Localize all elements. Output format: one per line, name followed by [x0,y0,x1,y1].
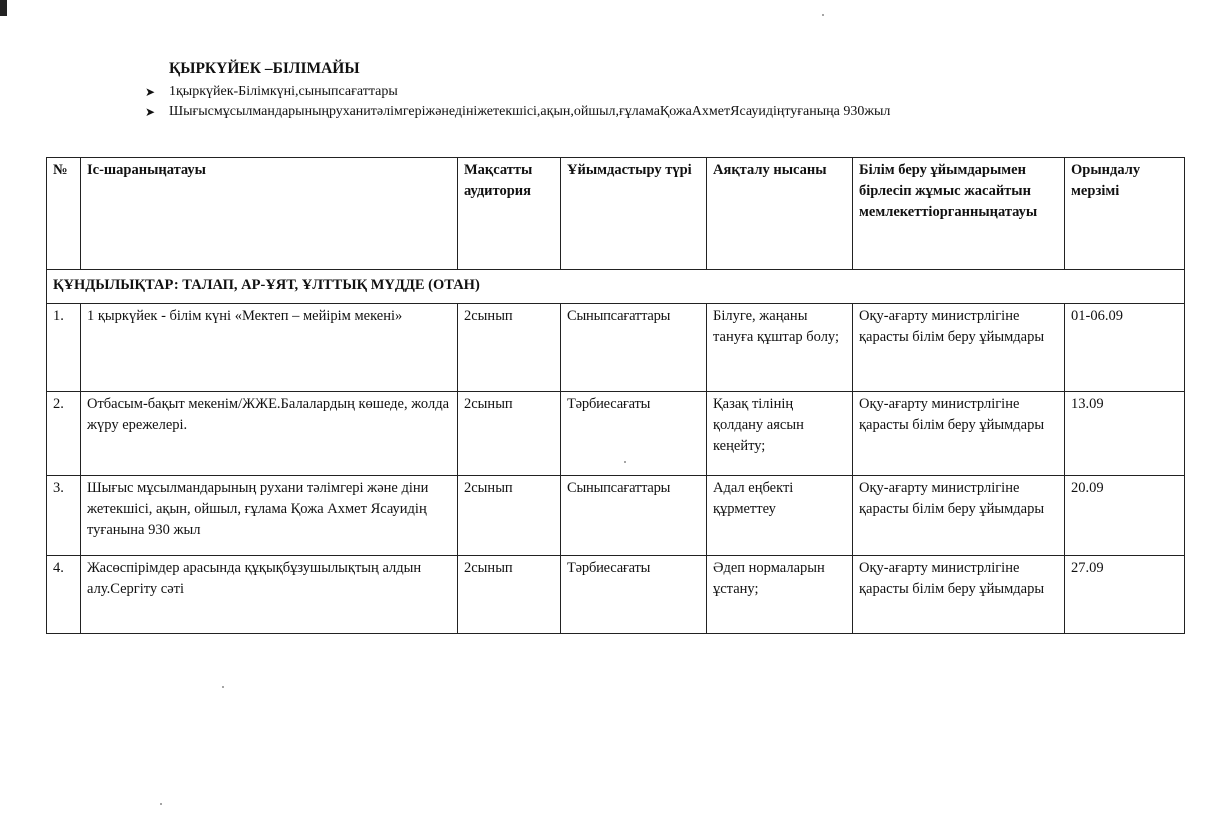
document-header [145,60,1045,123]
cell-number: 4. [47,556,81,634]
cell-audience: 2сынып [458,556,561,634]
cell-deadline: 20.09 [1065,476,1185,556]
section-title: ҚҰНДЫЛЫҚТАР: ТАЛАП, АР-ҰЯТ, ҰЛТТЫҚ МҮДДЕ (ОТАН) [47,270,1185,304]
cell-completion: Әдеп нормаларын ұстану; [707,556,853,634]
cell-deadline: 01-06.09 [1065,304,1185,392]
cell-audience: 2сынып [458,476,561,556]
header-completion-form: Аяқталу нысаны [707,158,853,270]
cell-completion: Қазақ тілінің қолдану аясын кеңейту; [707,392,853,476]
header-deadline: Орындалу мерзімі [1065,158,1185,270]
cell-form: Сыныпсағаттары [561,476,707,556]
section-row [47,270,1185,304]
cell-audience: 2сынып [458,392,561,476]
arrow-bullet-icon: ➤ [145,85,156,99]
bullet-item [145,83,1045,101]
scan-speck [822,14,824,16]
cell-number: 2. [47,392,81,476]
table-row [47,304,1185,392]
cell-number: 1. [47,304,81,392]
cell-event-name: 1 қыркүйек - білім күні «Мектеп – мейірім мекені» [81,304,458,392]
bullet-text: 1қыркүйек-Білімкүні,сыныпсағаттары [169,84,398,99]
cell-form: Тәрбиесағаты [561,392,707,476]
cell-agency: Оқу-ағарту министрлігіне қарасты білім беру ұйымдары [853,476,1065,556]
table-header-row [47,158,1185,270]
cell-agency: Оқу-ағарту министрлігіне қарасты білім беру ұйымдары [853,304,1065,392]
cell-completion: Білуге, жаңаны тануға құштар болу; [707,304,853,392]
arrow-bullet-icon: ➤ [145,105,156,119]
table-row [47,476,1185,556]
cell-event-name: Жасөспірімдер арасында құқықбұзушылықтың алдын алу.Сергіту сәті [81,556,458,634]
cell-form: Тәрбиесағаты [561,556,707,634]
cell-audience: 2сынып [458,304,561,392]
document-title: ҚЫРКҮЙЕК –БІЛІМАЙЫ [169,60,360,77]
cell-deadline: 27.09 [1065,556,1185,634]
header-target-audience: Мақсатты аудитория [458,158,561,270]
scan-speck [160,803,162,805]
cell-form: Сыныпсағаттары [561,304,707,392]
table-row [47,556,1185,634]
header-number: № [47,158,81,270]
scan-corner-mark [0,0,7,16]
cell-deadline: 13.09 [1065,392,1185,476]
header-partner-agency: Білім беру ұйымдарымен бірлесіп жұмыс жасайтын мемлекеттіорганныңатауы [853,158,1065,270]
cell-agency: Оқу-ағарту министрлігіне қарасты білім беру ұйымдары [853,556,1065,634]
bullet-item [145,103,1045,121]
cell-event-name: Шығыс мұсылмандарының рухани тәлімгері және діни жетекшісі, ақын, ойшыл, ғұлама Қожа Ахмет Ясауидің туғанына 930 жыл [81,476,458,556]
scan-speck [222,686,224,688]
bullet-text: Шығысмұсылмандарыныңруханитәлімгеріжәнедініжетекшісі,ақын,ойшыл,ғұламаҚожаАхметЯсауидіңтуғаныңа 930жыл [169,104,891,119]
table-row [47,392,1185,476]
cell-agency: Оқу-ағарту министрлігіне қарасты білім беру ұйымдары [853,392,1065,476]
cell-number: 3. [47,476,81,556]
cell-event-name: Отбасым-бақыт мекенім/ЖЖЕ.Балалардың көшеде, жолда жүру ережелері. [81,392,458,476]
header-organization-form: Ұйымдастыру түрі [561,158,707,270]
events-plan-table [46,157,1185,634]
cell-completion: Адал еңбекті құрметтеу [707,476,853,556]
header-event-name: Іс-шараныңатауы [81,158,458,270]
